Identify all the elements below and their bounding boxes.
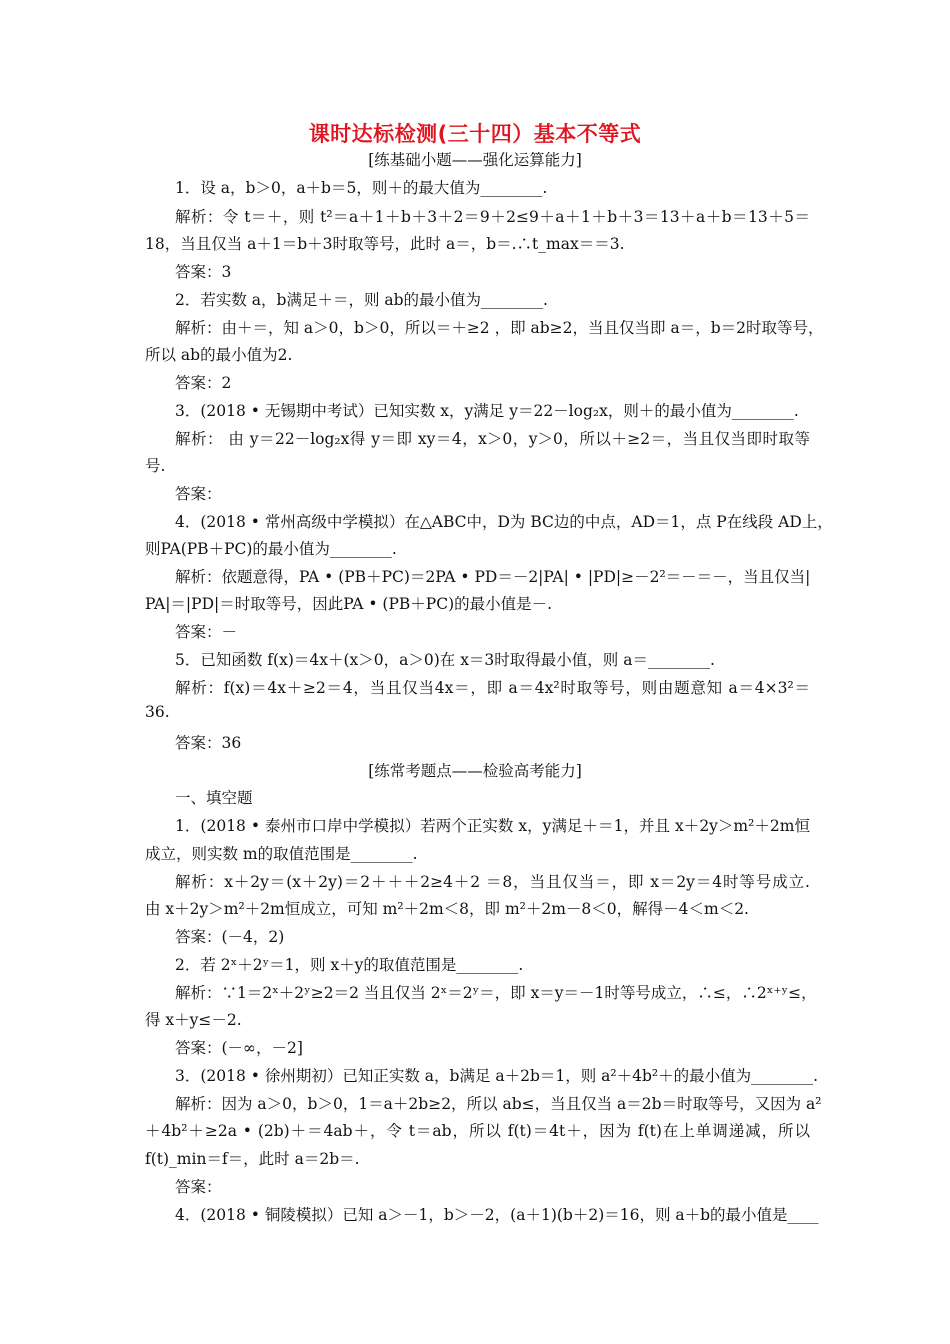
solution-line: 解析：令 t＝＋，则 t²＝a＋1＋b＋3＋2＝9＋2≤9＋a＋1＋b＋3＝13＋a＋b＝13＋5＝ (175, 208, 810, 226)
solution-line: 得 x＋y≤－2. (145, 1011, 242, 1029)
solution-line: 解析：依题意得，PA • (PB＋PC)＝2PA • PD＝－2|PA| • |PD|≥－2²＝－＝－，当且仅当| (175, 568, 811, 586)
question-4: 4．(2018 • 铜陵模拟）已知 a＞－1，b＞－2，(a＋1)(b＋2)＝16，则 a＋b的最小值是____ (175, 1206, 819, 1224)
solution-line: 解析：由＋＝，知 a＞0，b＞0，所以＝＋≥2 ，即 ab≥2，当且仅当即 a＝，b＝2时取等号， (175, 319, 824, 337)
answer-line: 答案：(－4，2) (175, 928, 285, 946)
section-heading-common: [练常考题点——检验高考能力] (368, 762, 582, 780)
solution-line: 36. (145, 703, 170, 721)
question-line: 则PA(PB＋PC)的最小值为________. (145, 540, 397, 558)
answer-line: 答案： (175, 485, 222, 503)
question-1: 1．设 a，b＞0，a＋b＝5，则＋的最大值为________. (175, 179, 548, 197)
solution-line: 解析：∵1＝2ˣ＋2ʸ≥2＝2 当且仅当 2ˣ＝2ʸ＝，即 x＝y＝－1时等号成立，∴≤，∴2ˣ⁺ʸ≤， (175, 984, 817, 1002)
answer-line: 答案：36 (175, 734, 242, 752)
answer-line: 答案：(－∞，－2] (175, 1039, 303, 1057)
question-1: 1．(2018 • 泰州市口岸中学模拟）若两个正实数 x，y满足＋＝1，并且 x＋2y＞m²＋2m恒 (175, 817, 810, 835)
solution-line: 所以 ab的最小值为2. (145, 346, 293, 364)
solution-line: 由 x＋2y＞m²＋2m恒成立，可知 m²＋2m＜8，即 m²＋2m－8＜0，解得－4＜m＜2. (145, 900, 749, 918)
solution-line: ＋4b²＋≥2a • (2b)＋＝4ab＋，令 t＝ab，所以 f(t)＝4t＋，因为 f(t)在上单调递减，所以 (145, 1122, 810, 1140)
solution-line: f(t)_min＝f＝，此时 a＝2b＝. (145, 1150, 360, 1168)
question-3: 3．(2018 • 徐州期初）已知正实数 a，b满足 a＋2b＝1，则 a²＋4b²＋的最小值为________. (175, 1067, 819, 1085)
question-5: 5．已知函数 f(x)＝4x＋(x＞0，a＞0)在 x＝3时取得最小值，则 a＝________. (175, 651, 715, 669)
question-3: 3．(2018 • 无锡期中考试）已知实数 x，y满足 y＝22－log₂x，则＋的最小值为________. (175, 402, 799, 420)
question-4: 4．(2018 • 常州高级中学模拟）在△ABC中，D为 BC边的中点，AD＝1，点 P在线段 AD上， (175, 513, 833, 531)
answer-line: 答案：3 (175, 263, 232, 281)
question-2: 2．若实数 a，b满足＋＝，则 ab的最小值为________. (175, 291, 548, 309)
solution-line: PA|＝|PD|＝时取等号，因此PA • (PB＋PC)的最小值是－. (145, 595, 553, 613)
solution-line: 解析：因为 a＞0，b＞0，1＝a＋2b≥2，所以 ab≤，当且仅当 a＝2b＝时取等号，又因为 a² (175, 1095, 822, 1113)
solution-line: 解析： 由 y＝22－log₂x得 y＝即 xy＝4，x＞0，y＞0，所以＋≥2＝，当且仅当即时取等 (175, 430, 810, 448)
answer-line: 答案： (175, 1178, 222, 1196)
question-2: 2．若 2ˣ＋2ʸ＝1，则 x＋y的取值范围是________. (175, 956, 524, 974)
solution-line: 解析：f(x)＝4x＋≥2＝4，当且仅当4x＝，即 a＝4x²时取等号，则由题意知 a＝4×3²＝ (175, 679, 810, 697)
question-line: 成立，则实数 m的取值范围是________. (145, 845, 418, 863)
section-heading-basic: [练基础小题——强化运算能力] (368, 151, 582, 169)
answer-line: 答案：－ (175, 623, 238, 641)
subsection-heading: 一、填空题 (175, 789, 253, 807)
page-title: 课时达标检测(三十四）基本不等式 (308, 122, 642, 146)
answer-line: 答案：2 (175, 374, 232, 392)
solution-line: 号. (145, 457, 166, 475)
solution-line: 解析：x＋2y＝(x＋2y)＝2＋＋＋2≥4＋2 ＝8，当且仅当＝，即 x＝2y＝4时等号成立. (175, 873, 810, 891)
solution-line: 18，当且仅当 a＋1＝b＋3时取等号，此时 a＝，b＝.∴t_max＝＝3. (145, 235, 625, 253)
